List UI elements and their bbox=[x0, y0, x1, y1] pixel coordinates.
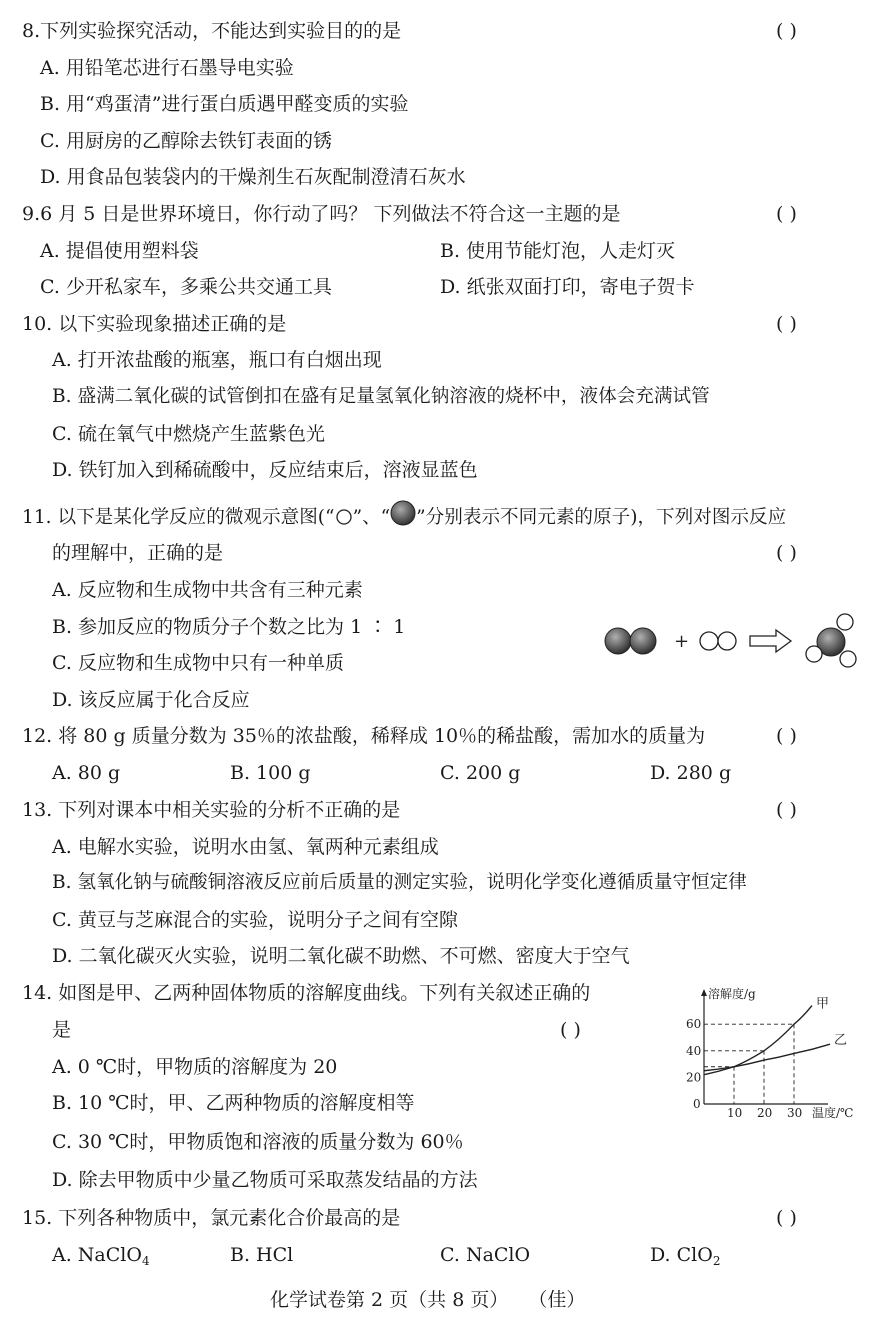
q11-option-b: B. 参加反应的物质分子个数之比为 1 ∶ 1 bbox=[52, 616, 406, 638]
q15-option-b: B. HCl bbox=[230, 1244, 294, 1266]
q8-stem: 8.下列实验探究活动，不能达到实验目的的是 bbox=[22, 20, 402, 42]
chart-x-tick-0: 10 bbox=[727, 1106, 743, 1120]
chart-origin-label: 0 bbox=[693, 1097, 701, 1111]
page-footer bbox=[270, 1288, 585, 1312]
q14-stem: 14. 如图是甲、乙两种固体物质的溶解度曲线。下列有关叙述正确的 bbox=[22, 982, 591, 1004]
q12-option-a: A. 80 g bbox=[52, 762, 121, 784]
q10-stem: 10. 以下实验现象描述正确的是 bbox=[22, 313, 287, 335]
chart-x-axis-label: 温度/℃ bbox=[812, 1106, 854, 1120]
chart-series-line-0 bbox=[704, 1006, 812, 1075]
q13-option-a: A. 电解水实验，说明水由氢、氧两种元素组成 bbox=[52, 836, 439, 858]
q9-option-c: C. 少开私家车，多乘公共交通工具 bbox=[40, 276, 332, 298]
chart-y-tick-1: 20 bbox=[686, 1070, 702, 1085]
q14-stem-line2: 是 bbox=[52, 1019, 72, 1041]
q12-option-c: C. 200 g bbox=[440, 762, 521, 784]
q9-option-a: A. 提倡使用塑料袋 bbox=[40, 240, 199, 262]
q12-option-d: D. 280 g bbox=[650, 762, 732, 784]
chart-x-tick-2: 30 bbox=[787, 1106, 803, 1120]
q8-option-b: B. 用“鸡蛋清”进行蛋白质遇甲醛变质的实验 bbox=[40, 93, 409, 115]
q15-answer-paren: ( ) bbox=[776, 1207, 797, 1229]
q11-stem-part-a: 11. 以下是某化学反应的微观示意图(“ bbox=[22, 507, 335, 528]
q15-option-a-subscript: 4 bbox=[141, 1254, 150, 1268]
q14-option-d: D. 除去甲物质中少量乙物质可采取蒸发结晶的方法 bbox=[52, 1169, 478, 1191]
chart-series-label-1: 乙 bbox=[834, 1033, 848, 1049]
q13-answer-paren: ( ) bbox=[776, 799, 797, 821]
reaction-arrow-icon bbox=[750, 630, 791, 652]
footer-tag: （佳） bbox=[528, 1289, 586, 1311]
q12-answer-paren: ( ) bbox=[776, 725, 797, 747]
q13-option-c: C. 黄豆与芝麻混合的实验，说明分子之间有空隙 bbox=[52, 909, 458, 931]
q15-option-a-main: A. NaClO bbox=[52, 1244, 142, 1266]
gray-atom-icon bbox=[390, 500, 416, 533]
q15-option-c: C. NaClO bbox=[440, 1244, 531, 1266]
chart-y-tick-3: 60 bbox=[686, 1017, 702, 1032]
white-atom-icon bbox=[335, 508, 353, 533]
q11-option-d: D. 该反应属于化合反应 bbox=[52, 689, 250, 711]
q15-option-d bbox=[650, 1243, 720, 1267]
reactant-white-molecule bbox=[700, 632, 736, 650]
q10-option-c: C. 硫在氧气中燃烧产生蓝紫色光 bbox=[52, 423, 325, 445]
q10-option-d: D. 铁钉加入到稀硫酸中，反应结束后，溶液显蓝色 bbox=[52, 459, 478, 481]
chart-series-label-0: 甲 bbox=[816, 996, 830, 1012]
q14-option-b: B. 10 ℃时，甲、乙两种物质的溶解度相等 bbox=[52, 1092, 415, 1114]
q8-option-c: C. 用厨房的乙醇除去铁钉表面的锈 bbox=[40, 130, 332, 152]
q15-option-a bbox=[52, 1243, 150, 1267]
q10-answer-paren: ( ) bbox=[776, 313, 797, 335]
q15-stem: 15. 下列各种物质中，氯元素化合价最高的是 bbox=[22, 1207, 401, 1229]
chart-x-tick-1: 20 bbox=[757, 1106, 773, 1120]
q14-option-c: C. 30 ℃时，甲物质饱和溶液的质量分数为 60％ bbox=[52, 1131, 464, 1153]
q9-stem: 9.6 月 5 日是世界环境日，你行动了吗？ 下列做法不符合这一主题的是 bbox=[22, 203, 621, 225]
chart-axes bbox=[701, 989, 828, 1104]
product-molecule bbox=[806, 614, 856, 667]
q15-option-d-main: D. ClO bbox=[650, 1244, 713, 1266]
q9-answer-paren: ( ) bbox=[776, 203, 797, 225]
chart-y-tick-2: 40 bbox=[686, 1043, 702, 1058]
q11-stem bbox=[22, 500, 786, 533]
footer-page-info: 化学试卷第 2 页（共 8 页） bbox=[270, 1289, 509, 1311]
q13-option-b: B. 氢氧化钠与硫酸铜溶液反应前后质量的测定实验，说明化学变化遵循质量守恒定律 bbox=[52, 872, 747, 893]
q13-stem: 13. 下列对课本中相关实验的分析不正确的是 bbox=[22, 799, 401, 821]
q10-option-b: B. 盛满二氧化碳的试管倒扣在盛有足量氢氧化钠溶液的烧杯中，液体会充满试管 bbox=[52, 386, 710, 407]
q13-option-d: D. 二氧化碳灭火实验，说明二氧化碳不助燃、不可燃、密度大于空气 bbox=[52, 945, 630, 967]
q8-answer-paren: ( ) bbox=[776, 20, 797, 42]
q11-stem-part-c: ”分别表示不同元素的原子)，下列对图示反应 bbox=[416, 507, 787, 528]
chart-y-axis-label: 溶解度/g bbox=[708, 987, 756, 1001]
q9-option-d: D. 纸张双面打印，寄电子贺卡 bbox=[440, 276, 695, 298]
q11-stem-line2: 的理解中，正确的是 bbox=[52, 542, 224, 564]
q11-option-a: A. 反应物和生成物中共含有三种元素 bbox=[52, 579, 363, 601]
reaction-diagram bbox=[600, 610, 865, 672]
q8-option-d: D. 用食品包装袋内的干燥剂生石灰配制澄清石灰水 bbox=[40, 166, 466, 188]
q15-option-d-subscript: 2 bbox=[712, 1254, 721, 1268]
q10-option-a: A. 打开浓盐酸的瓶塞，瓶口有白烟出现 bbox=[52, 349, 382, 371]
q11-option-c: C. 反应物和生成物中只有一种单质 bbox=[52, 652, 344, 674]
q14-answer-paren: ( ) bbox=[560, 1019, 581, 1041]
q12-stem: 12. 将 80 g 质量分数为 35％的浓盐酸，稀释成 10％的稀盐酸，需加水的质量为 bbox=[22, 725, 706, 747]
q8-option-a: A. 用铅笔芯进行石墨导电实验 bbox=[40, 57, 294, 79]
q12-option-b: B. 100 g bbox=[230, 762, 311, 784]
solubility-chart bbox=[668, 980, 868, 1125]
q9-option-b: B. 使用节能灯泡，人走灯灭 bbox=[440, 240, 676, 262]
reactant-gray-molecule bbox=[605, 628, 656, 654]
plus-sign: + bbox=[674, 631, 690, 652]
q14-option-a: A. 0 ℃时，甲物质的溶解度为 20 bbox=[52, 1056, 338, 1078]
q11-answer-paren: ( ) bbox=[776, 542, 797, 564]
q11-stem-part-b: ”、“ bbox=[352, 507, 391, 528]
